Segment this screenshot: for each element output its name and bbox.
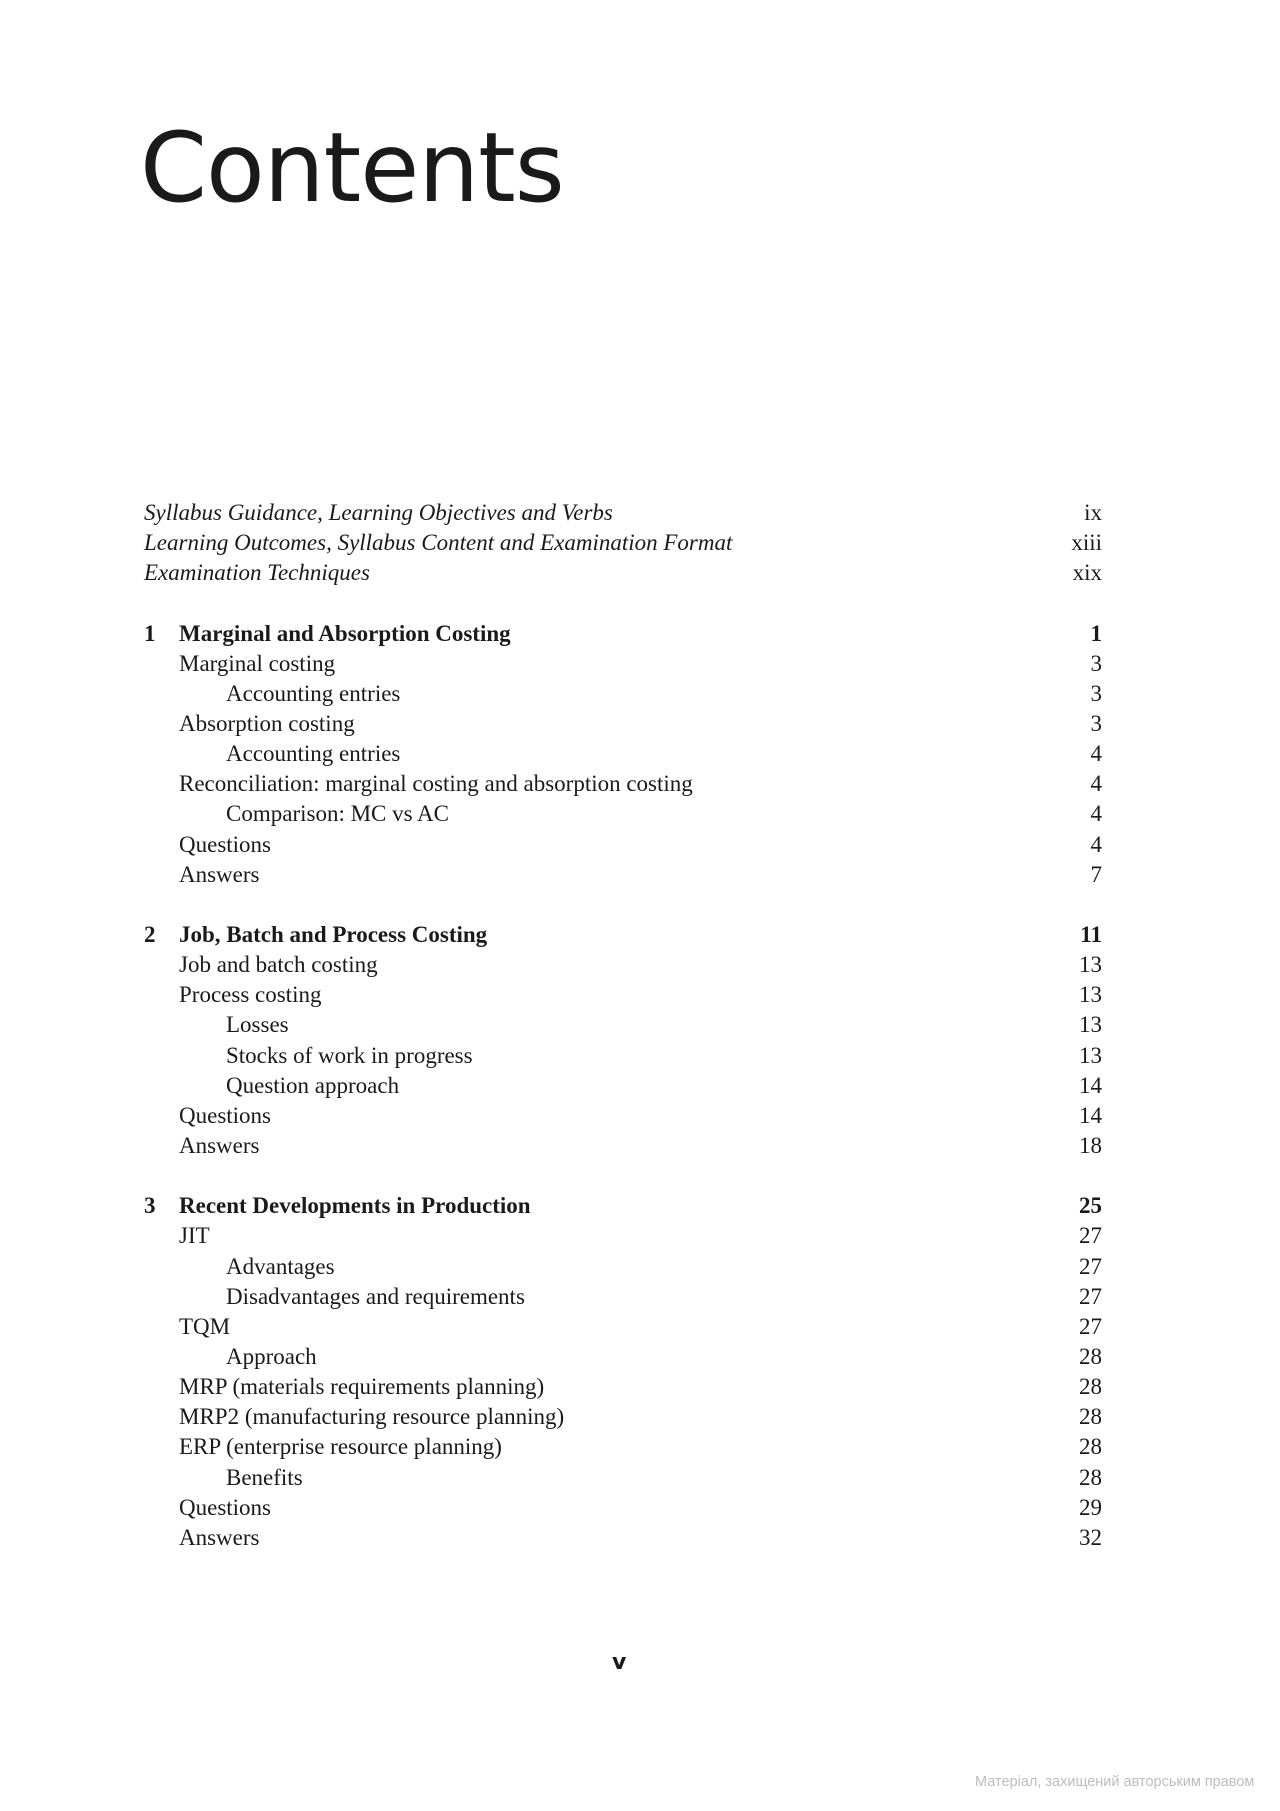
toc-entry[interactable] [144, 1463, 1102, 1493]
entry-label: Answers [179, 1132, 260, 1158]
copyright-watermark: Матеріал, захищений авторським правом [975, 1774, 1255, 1790]
front-matter-entry[interactable] [144, 498, 1102, 528]
toc-entry[interactable] [144, 1523, 1102, 1553]
entry-page: xiii [1071, 530, 1102, 556]
entry-label: Absorption costing [179, 710, 355, 736]
entry-page: 1 [1090, 620, 1102, 646]
entry-label: Marginal costing [179, 650, 336, 676]
entry-label: Accounting entries [226, 741, 401, 767]
entry-page: 13 [1079, 952, 1102, 978]
toc-entry[interactable] [144, 860, 1102, 890]
entry-label: Answers [179, 1524, 260, 1550]
front-matter-entry[interactable] [144, 558, 1102, 588]
entry-page: 4 [1090, 831, 1102, 857]
spacer [144, 890, 1102, 920]
chapter-heading[interactable] [144, 619, 1102, 649]
entry-label: Advantages [226, 1253, 335, 1279]
spacer [144, 1161, 1102, 1191]
entry-page: 18 [1079, 1132, 1102, 1158]
toc-entry[interactable] [144, 1493, 1102, 1523]
entry-label: Recent Developments in Production [179, 1193, 531, 1219]
entry-page: 28 [1079, 1464, 1102, 1490]
entry-page: xix [1072, 560, 1102, 586]
entry-label: JIT [179, 1223, 210, 1249]
toc-entry[interactable] [144, 739, 1102, 769]
entry-label: Answers [179, 861, 260, 887]
toc-entry[interactable] [144, 1010, 1102, 1040]
entry-page: 28 [1079, 1374, 1102, 1400]
toc-entry[interactable] [144, 649, 1102, 679]
entry-label: Approach [226, 1343, 317, 1369]
toc-entry[interactable] [144, 980, 1102, 1010]
entry-label: Comparison: MC vs AC [226, 801, 450, 827]
entry-label: Process costing [179, 982, 322, 1008]
toc-entry[interactable] [144, 679, 1102, 709]
entry-label: Learning Outcomes, Syllabus Content and Examination Format [144, 530, 733, 556]
entry-label: Losses [226, 1012, 289, 1038]
entry-label: MRP (materials requirements planning) [179, 1374, 545, 1400]
entry-label: Benefits [226, 1464, 303, 1490]
entry-page: 32 [1079, 1524, 1102, 1550]
entry-label: Questions [179, 1494, 271, 1520]
entry-label: Reconciliation: marginal costing and absorption costing [179, 771, 693, 797]
toc-entry[interactable] [144, 799, 1102, 829]
chapter-heading[interactable] [144, 1191, 1102, 1221]
chapter-number: 3 [144, 1193, 156, 1219]
front-matter-entry[interactable] [144, 528, 1102, 558]
entry-label: Job and batch costing [179, 952, 378, 978]
toc-entry[interactable] [144, 1221, 1102, 1251]
entry-label: Questions [179, 1102, 271, 1128]
spacer [144, 588, 1102, 618]
entry-label: Marginal and Absorption Costing [179, 620, 511, 646]
entry-page: 3 [1090, 650, 1102, 676]
entry-page: 3 [1090, 680, 1102, 706]
toc-entry[interactable] [144, 769, 1102, 799]
entry-page: 4 [1090, 741, 1102, 767]
entry-page: 13 [1079, 982, 1102, 1008]
toc-entry[interactable] [144, 1252, 1102, 1282]
entry-page: 3 [1090, 710, 1102, 736]
toc-entry[interactable] [144, 1342, 1102, 1372]
entry-label: Disadvantages and requirements [226, 1283, 525, 1309]
entry-page: 14 [1079, 1102, 1102, 1128]
page-number: v [612, 1650, 627, 1675]
entry-page: 11 [1080, 921, 1102, 947]
entry-label: Job, Batch and Process Costing [179, 921, 488, 947]
entry-page: 27 [1079, 1223, 1102, 1249]
entry-page: 27 [1079, 1253, 1102, 1279]
entry-page: 28 [1079, 1343, 1102, 1369]
chapter-heading[interactable] [144, 920, 1102, 950]
toc-entry[interactable] [144, 950, 1102, 980]
toc-entry[interactable] [144, 1071, 1102, 1101]
entry-label: Questions [179, 831, 271, 857]
toc-entry[interactable] [144, 1131, 1102, 1161]
entry-page: 13 [1079, 1012, 1102, 1038]
entry-label: Stocks of work in progress [226, 1042, 473, 1068]
entry-page: 29 [1079, 1494, 1102, 1520]
chapter-number: 1 [144, 620, 156, 646]
entry-label: MRP2 (manufacturing resource planning) [179, 1404, 565, 1430]
entry-label: Syllabus Guidance, Learning Objectives and Verbs [144, 500, 613, 525]
entry-page: 13 [1079, 1042, 1102, 1068]
page-title: Contents [140, 112, 564, 224]
entry-page: 14 [1079, 1072, 1102, 1098]
entry-label: Examination Techniques [144, 560, 370, 586]
toc-entry[interactable] [144, 1282, 1102, 1312]
entry-label: Question approach [226, 1072, 400, 1098]
entry-page: 4 [1090, 771, 1102, 797]
entry-page: 28 [1079, 1404, 1102, 1430]
toc-entry[interactable] [144, 830, 1102, 860]
entry-label: Accounting entries [226, 680, 401, 706]
entry-page: 7 [1090, 861, 1102, 887]
chapter-number: 2 [144, 921, 156, 947]
toc-entry[interactable] [144, 709, 1102, 739]
entry-page: ix [1084, 500, 1102, 525]
table-of-contents [144, 498, 1102, 1553]
toc-entry[interactable] [144, 1041, 1102, 1071]
entry-label: ERP (enterprise resource planning) [179, 1434, 502, 1460]
toc-entry[interactable] [144, 1101, 1102, 1131]
entry-page: 4 [1090, 801, 1102, 827]
entry-page: 27 [1079, 1283, 1102, 1309]
entry-label: TQM [179, 1313, 231, 1339]
toc-entry[interactable] [144, 1402, 1102, 1432]
toc-entry[interactable] [144, 1312, 1102, 1342]
toc-entry[interactable] [144, 1432, 1102, 1462]
entry-page: 28 [1079, 1434, 1102, 1460]
entry-page: 27 [1079, 1313, 1102, 1339]
entry-page: 25 [1079, 1193, 1102, 1219]
toc-entry[interactable] [144, 1372, 1102, 1402]
